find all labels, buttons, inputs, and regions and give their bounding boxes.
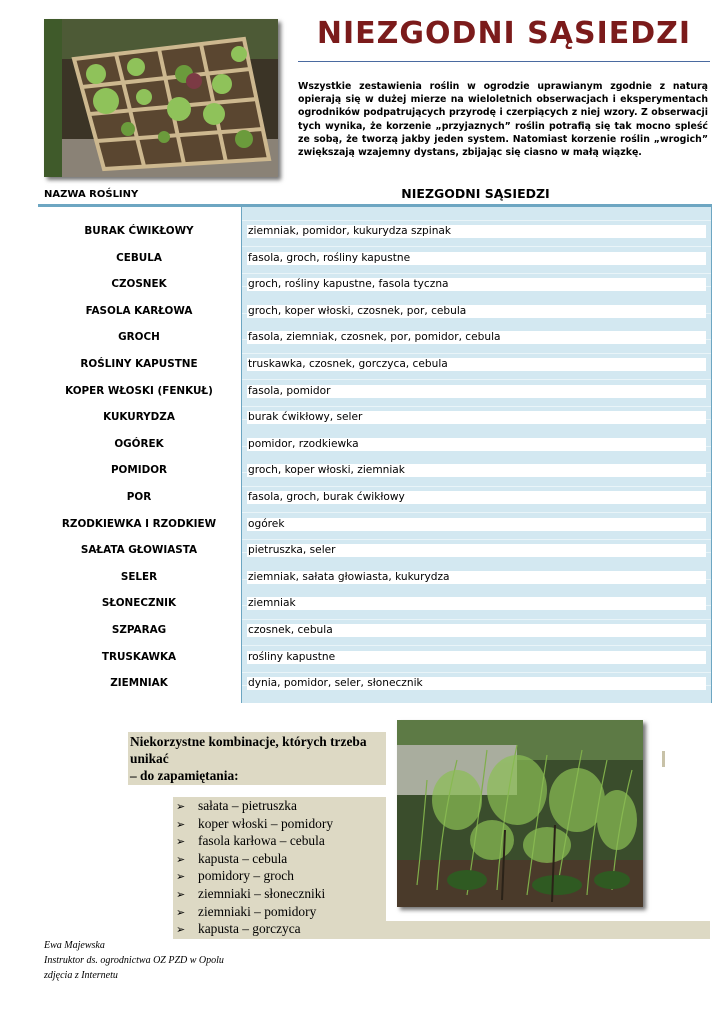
bad-neighbors: fasola, groch, burak ćwikłowy: [247, 491, 706, 504]
bad-neighbors: ziemniak, sałata głowiasta, kukurydza: [247, 571, 706, 584]
arrow-bullet-icon: ➢: [176, 818, 186, 831]
plant-name: CEBULA: [116, 251, 162, 264]
combination-text: koper włoski – pomidory: [198, 815, 334, 831]
arrow-bullet-icon: ➢: [176, 924, 186, 937]
arrow-bullet-icon: ➢: [176, 801, 186, 813]
bad-neighbors: ziemniak, pomidor, kukurydza szpinak: [247, 225, 706, 238]
table-row: [0, 617, 710, 644]
combination-text: sałata – pietruszka: [198, 798, 297, 813]
plant-name: KOPER WŁOSKI (FENKUŁ): [65, 384, 213, 397]
table-row: [0, 457, 710, 484]
list-item: [176, 850, 396, 868]
plant-name: GROCH: [118, 331, 160, 344]
list-item: [176, 885, 396, 903]
plant-name: OGÓREK: [114, 437, 164, 450]
bad-neighbors: ogórek: [247, 518, 706, 531]
list-item: [176, 815, 396, 833]
credits: [44, 938, 224, 983]
table-row: [0, 590, 710, 617]
list-item: [176, 903, 396, 921]
table-row: [0, 484, 710, 511]
decorative-mark: [662, 751, 665, 767]
table-row: [0, 431, 710, 458]
bad-neighbors: czosnek, cebula: [247, 624, 706, 637]
photo-source: zdjęcia z Internetu: [44, 970, 118, 981]
plant-name: TRUSKAWKA: [101, 650, 177, 663]
author-name: Ewa Majewska: [44, 940, 105, 951]
plant-name: RZODKIEWKA I RZODKIEW: [61, 517, 217, 530]
column-header-plant: NAZWA ROŚLINY: [44, 189, 139, 200]
bad-neighbors: rośliny kapustne: [247, 651, 706, 664]
arrow-bullet-icon: ➢: [176, 836, 186, 849]
plant-name: FASOLA KARŁOWA: [85, 304, 193, 317]
list-item: [176, 920, 396, 938]
plant-name: ROŚLINY KAPUSTNE: [80, 358, 198, 370]
plant-name: ZIEMNIAK: [110, 677, 168, 690]
arrow-bullet-icon: ➢: [176, 871, 186, 884]
table-row: [0, 351, 710, 378]
list-item: [176, 867, 396, 885]
table-row: [0, 245, 710, 272]
plant-name: SELER: [120, 570, 158, 583]
bad-neighbors: fasola, pomidor: [247, 385, 706, 398]
author-role: Instruktor ds. ogrodnictwa OZ PZD w Opolu: [44, 955, 224, 966]
table-row: [0, 218, 710, 245]
table-row: [0, 404, 710, 431]
plant-name: POR: [126, 491, 152, 503]
title-underline: [298, 61, 710, 62]
bad-neighbors: fasola, groch, rośliny kapustne: [247, 252, 706, 265]
bad-neighbors: groch, koper włoski, ziemniak: [247, 464, 706, 477]
page-title: NIEZGODNI SĄSIEDZI: [316, 16, 692, 51]
memo-title: [130, 733, 382, 784]
combination-text: ziemniaki – pomidory: [198, 903, 317, 919]
plant-name: SAŁATA GŁOWIASTA: [80, 544, 198, 557]
table-row: [0, 564, 710, 591]
plant-name: SZPARAG: [111, 624, 167, 636]
arrow-bullet-icon: ➢: [176, 853, 186, 866]
bad-neighbors: groch, rośliny kapustne, fasola tyczna: [247, 278, 706, 291]
bad-neighbors: dynia, pomidor, seler, słonecznik: [247, 677, 706, 690]
table-row: [0, 378, 710, 405]
combination-text: pomidory – groch: [198, 868, 294, 884]
intro-paragraph: Wszystkie zestawienia roślin w ogrodzie uprawianym zgodnie z naturą opierają się w dużej mierze na wieloletnich obserwacjach i eksperymentach ogrodników podpatrujących przyrodę i czerpiących z niej wzory. Z obserwacji tych wynika, że korzenie „przyjaznych” roślin potrafią się tak mocno spleść ze sobą, że tworzą jakby jeden system. Natomiast korzenie roślin „wrogich” zwiększają wzajemny dystans, zbijając się ciasno w małą wiązkę.: [298, 81, 708, 159]
bad-neighbors: pomidor, rzodkiewka: [247, 438, 706, 451]
bad-neighbors: truskawka, czosnek, gorczyca, cebula: [247, 358, 706, 371]
list-item: [176, 832, 396, 850]
table-row: [0, 324, 710, 351]
fennel-plants-photo: [397, 720, 643, 907]
plant-name: SŁONECZNIK: [101, 597, 177, 610]
table-row: [0, 644, 710, 671]
bad-neighbors: ziemniak: [247, 597, 706, 610]
plant-name: POMIDOR: [110, 464, 168, 477]
combination-text: kapusta – gorczyca: [198, 921, 301, 937]
arrow-bullet-icon: ➢: [176, 888, 186, 901]
plant-name: CZOSNEK: [111, 278, 167, 291]
memo-title-line: unikać: [130, 751, 169, 766]
memo-title-line: Niekorzystne kombinacje, których trzeba: [130, 734, 367, 749]
garden-beds-photo: [44, 19, 278, 177]
combination-text: ziemniaki – słoneczniki: [198, 885, 326, 901]
column-header-enemies: NIEZGODNI SĄSIEDZI: [401, 186, 550, 201]
plant-name: KUKURYDZA: [103, 411, 175, 424]
table-row: [0, 271, 710, 298]
combination-text: fasola karłowa – cebula: [198, 833, 325, 849]
table-row: [0, 670, 710, 697]
table-row: [0, 537, 710, 564]
bad-neighbors: burak ćwikłowy, seler: [247, 411, 706, 424]
combination-text: kapusta – cebula: [198, 850, 288, 866]
bad-neighbors: fasola, ziemniak, czosnek, por, pomidor, cebula: [247, 331, 706, 344]
arrow-bullet-icon: ➢: [176, 906, 186, 919]
list-item: [176, 797, 396, 815]
bad-combinations-list: [176, 797, 396, 938]
memo-title-line: – do zapamiętania:: [130, 768, 239, 783]
bad-neighbors: pietruszka, seler: [247, 544, 706, 557]
plant-name: BURAK ĆWIKŁOWY: [84, 225, 194, 237]
table-row: [0, 298, 710, 325]
table-row: [0, 511, 710, 538]
bad-neighbors: groch, koper włoski, czosnek, por, cebula: [247, 305, 706, 318]
